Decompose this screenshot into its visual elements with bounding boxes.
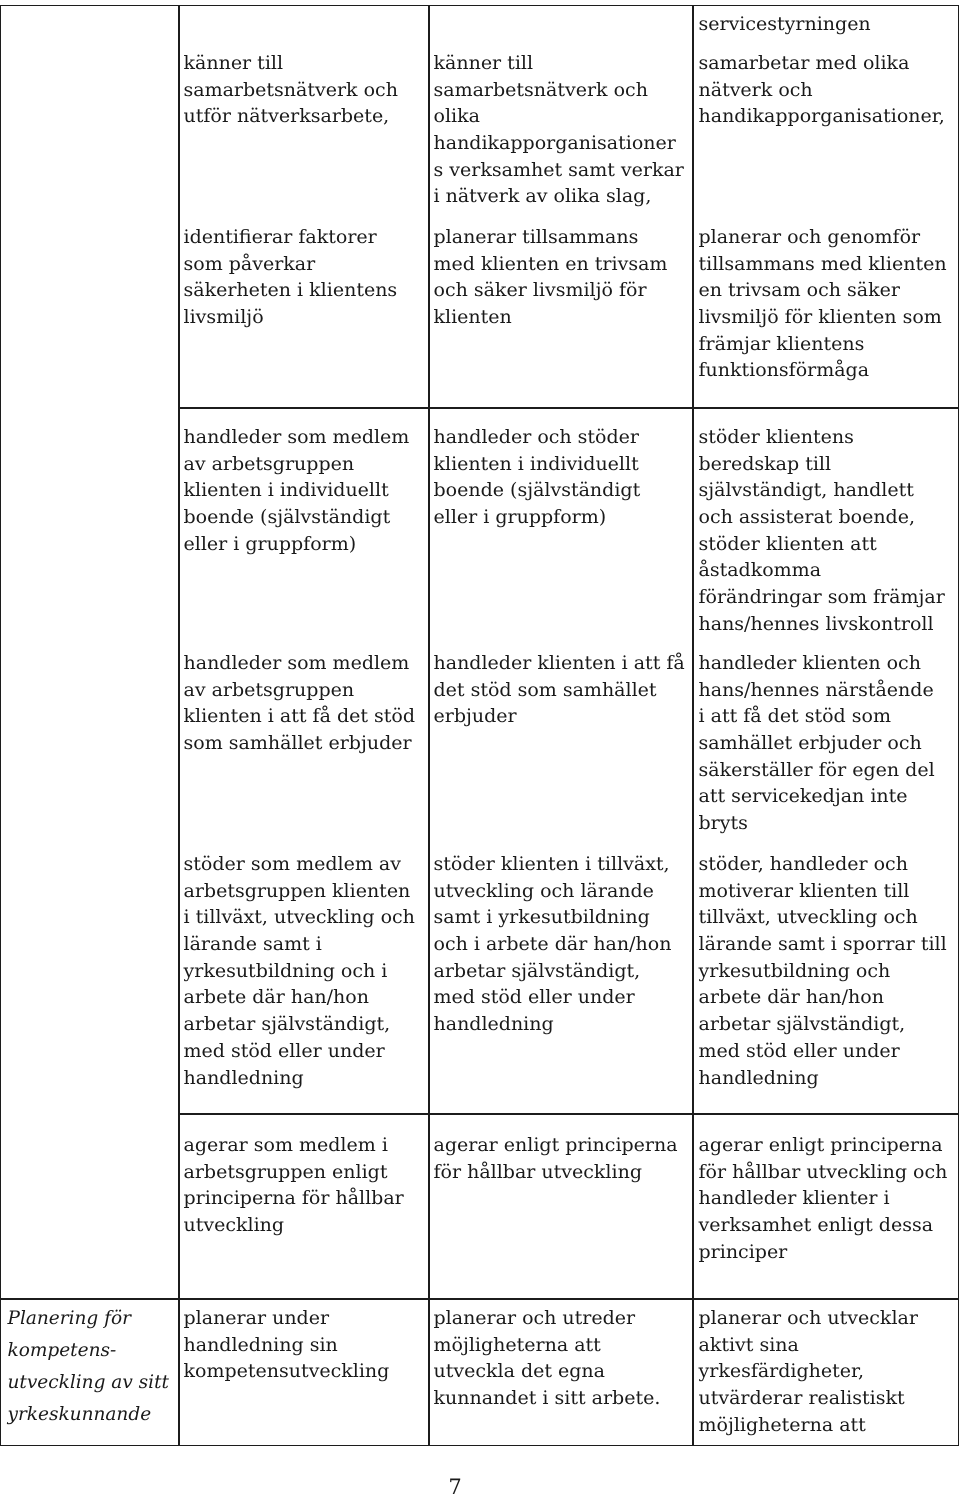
text-line: arbetar självständigt, xyxy=(433,959,641,982)
text-line: servicestyrningen xyxy=(698,13,871,35)
text-line: förändringar som främjar xyxy=(698,586,945,609)
text-block xyxy=(184,424,410,557)
text-line: handleder som medlem xyxy=(183,652,410,674)
table-cell xyxy=(428,5,694,409)
text-line: yrkeskunnande xyxy=(7,1403,152,1425)
text-block xyxy=(434,1132,678,1185)
criteria-heading xyxy=(8,1303,169,1431)
text-line: boende (självständigt xyxy=(183,506,391,529)
table-cell xyxy=(428,1113,694,1300)
text-line: för hållbar utveckling xyxy=(433,1160,642,1183)
text-line: samt i yrkesutbildning xyxy=(433,906,650,929)
text-line: kunnandet i sitt arbete. xyxy=(433,1387,661,1410)
text-line: planerar och genomför xyxy=(698,226,921,248)
text-line: handikapporganisationer xyxy=(433,132,676,155)
text-line: utveckla det egna xyxy=(433,1360,606,1383)
text-line: för hållbar utveckling och xyxy=(698,1160,948,1183)
text-line: samarbetsnätverk och xyxy=(183,78,398,101)
text-line: möjligheterna att xyxy=(433,1333,601,1356)
text-line: och assisterat boende, xyxy=(698,506,916,529)
text-line: boende (självständigt xyxy=(433,479,641,502)
text-line: handledning xyxy=(698,1066,819,1089)
text-line: med stöd eller under xyxy=(433,986,635,1009)
text-line: olika xyxy=(433,105,480,128)
text-line: motiverar klienten till xyxy=(698,879,910,902)
text-block xyxy=(184,650,416,757)
text-line: lärande samt i sporrar till xyxy=(698,933,947,956)
text-line: arbetar självständigt, xyxy=(183,1013,391,1036)
text-block xyxy=(434,851,672,1038)
text-line: stöder, handleder och xyxy=(698,853,908,875)
text-line: stöder klienten att xyxy=(698,532,877,555)
text-line: en trivsam och säker xyxy=(698,279,900,302)
text-block xyxy=(184,224,398,331)
text-line: som samhället erbjuder xyxy=(183,732,412,755)
criteria-heading-cell xyxy=(0,1298,180,1446)
text-line: eller i gruppform) xyxy=(433,506,607,529)
text-block xyxy=(434,424,641,531)
criteria-cell xyxy=(0,5,180,1300)
text-line: handleder klienter i xyxy=(698,1187,890,1210)
text-block xyxy=(184,1132,404,1239)
text-line: Planering för xyxy=(7,1307,131,1329)
text-line: utveckling xyxy=(183,1214,285,1237)
text-line: att servicekedjan inte xyxy=(698,785,908,808)
text-line: tillväxt, utveckling och xyxy=(698,906,918,929)
text-line: i nätverk av olika slag, xyxy=(433,185,652,208)
text-line: planerar och utreder xyxy=(433,1307,636,1329)
text-block xyxy=(699,11,871,38)
text-line: arbete där han/hon xyxy=(183,986,369,1009)
text-line: säkerställer för egen del xyxy=(698,758,935,781)
text-line: arbetar självständigt, xyxy=(698,1013,906,1036)
text-line: planerar och utvecklar xyxy=(698,1307,918,1329)
text-line: agerar enligt principerna xyxy=(433,1134,678,1156)
text-line: och i arbete där han/hon xyxy=(433,933,672,956)
text-line: principer xyxy=(698,1240,788,1263)
text-block xyxy=(434,50,684,210)
text-line: klienten xyxy=(433,306,512,329)
text-line: handledning xyxy=(433,1013,554,1036)
text-line: arbetsgruppen klienten xyxy=(183,879,411,902)
text-line: klienten i individuellt xyxy=(183,479,389,502)
text-line: kompetens- xyxy=(7,1339,117,1361)
table-cell xyxy=(428,1298,694,1446)
text-line: handikapporganisationer, xyxy=(698,105,945,128)
text-line: yrkesutbildning och xyxy=(698,959,891,982)
text-line: handledning xyxy=(183,1066,304,1089)
table-cell xyxy=(692,1113,959,1300)
text-line: hans/hennes livskontroll xyxy=(698,612,934,635)
text-line: bryts xyxy=(698,812,748,835)
table-cell xyxy=(428,407,694,1115)
text-line: åstadkomma xyxy=(698,559,822,582)
text-line: samarbetar med olika xyxy=(698,52,910,74)
text-line: stöder klientens xyxy=(698,426,854,448)
text-line: av arbetsgruppen xyxy=(183,452,355,475)
text-line: livsmiljö xyxy=(183,306,264,329)
text-line: yrkesutbildning och i xyxy=(183,959,388,982)
text-line: nätverk och xyxy=(698,78,813,101)
text-block xyxy=(434,1305,661,1412)
table-cell xyxy=(692,1298,959,1446)
text-line: arbete där han/hon xyxy=(698,986,884,1009)
text-line: handleder klienten och xyxy=(698,652,921,674)
text-line: stöder klienten i tillväxt, xyxy=(433,853,670,875)
text-line: lärande samt i xyxy=(183,933,322,956)
text-line: handleder klienten i att få xyxy=(433,652,685,674)
text-line: säkerheten i klientens xyxy=(183,279,398,302)
text-block xyxy=(184,1305,390,1385)
text-line: samhället erbjuder och xyxy=(698,732,922,755)
text-block xyxy=(699,650,935,837)
text-line: utvärderar realistiskt xyxy=(698,1387,905,1410)
text-line: aktivt sina xyxy=(698,1333,799,1356)
text-line: hans/hennes närstående xyxy=(698,678,934,701)
text-block xyxy=(434,224,668,331)
text-line: utför nätverksarbete, xyxy=(183,105,390,128)
text-block xyxy=(184,851,415,1091)
text-line: agerar enligt principerna xyxy=(698,1134,943,1156)
text-line: av arbetsgruppen xyxy=(183,678,355,701)
page-number: 7 xyxy=(448,1475,462,1499)
text-line: stöder som medlem av xyxy=(183,853,401,875)
text-line: känner till xyxy=(433,52,534,74)
text-line: planerar under xyxy=(183,1307,330,1329)
text-block xyxy=(699,224,947,384)
text-line: planerar tillsammans xyxy=(433,226,639,248)
text-line: utveckling och lärande xyxy=(433,879,654,902)
text-line: och säker livsmiljö för xyxy=(433,279,647,302)
text-line: arbetsgruppen enligt xyxy=(183,1160,388,1183)
text-line: identifierar faktorer xyxy=(183,226,377,248)
text-line: i tillväxt, utveckling och xyxy=(183,906,415,929)
text-line: verksamhet enligt dessa xyxy=(698,1214,934,1237)
text-line: principerna för hållbar xyxy=(183,1187,404,1210)
text-line: som påverkar xyxy=(183,252,316,275)
text-line: med klienten en trivsam xyxy=(433,252,668,275)
text-line: handleder och stöder xyxy=(433,426,639,448)
text-line: självständigt, handlett xyxy=(698,479,914,502)
text-line: utveckling av sitt xyxy=(7,1371,169,1393)
text-line: klienten i att få det stöd xyxy=(183,705,416,728)
text-line: funktionsförmåga xyxy=(698,359,870,382)
text-line: s verksamhet samt verkar xyxy=(433,158,684,181)
text-line: med stöd eller under xyxy=(183,1039,385,1062)
text-block xyxy=(434,650,685,730)
text-block xyxy=(699,50,945,130)
text-line: eller i gruppform) xyxy=(183,532,357,555)
table-cell xyxy=(692,5,959,409)
table-cell xyxy=(178,1113,430,1300)
text-block xyxy=(699,424,945,638)
text-line: känner till xyxy=(183,52,284,74)
text-block xyxy=(699,1132,948,1265)
table-cell xyxy=(692,407,959,1115)
text-line: beredskap till xyxy=(698,452,832,475)
text-line: med stöd eller under xyxy=(698,1039,900,1062)
text-line: i att få det stöd som xyxy=(698,705,891,728)
text-block xyxy=(699,1305,918,1438)
text-line: handledning sin xyxy=(183,1333,338,1356)
text-line: handleder som medlem xyxy=(183,426,410,448)
text-block xyxy=(184,50,398,130)
text-line: främjar klientens xyxy=(698,332,865,355)
table-cell xyxy=(178,407,430,1115)
text-line: möjligheterna att xyxy=(698,1413,866,1436)
table-cell xyxy=(178,5,430,409)
text-line: kompetensutveckling xyxy=(183,1360,390,1383)
text-line: det stöd som samhället xyxy=(433,678,657,701)
text-line: erbjuder xyxy=(433,705,517,728)
text-line: yrkesfärdigheter, xyxy=(698,1360,865,1383)
text-line: samarbetsnätverk och xyxy=(433,78,648,101)
text-line: agerar som medlem i xyxy=(183,1134,388,1156)
text-line: tillsammans med klienten xyxy=(698,252,947,275)
text-line: livsmiljö för klienten som xyxy=(698,306,942,329)
table-cell xyxy=(178,1298,430,1446)
text-line: klienten i individuellt xyxy=(433,452,639,475)
text-block xyxy=(699,851,947,1091)
